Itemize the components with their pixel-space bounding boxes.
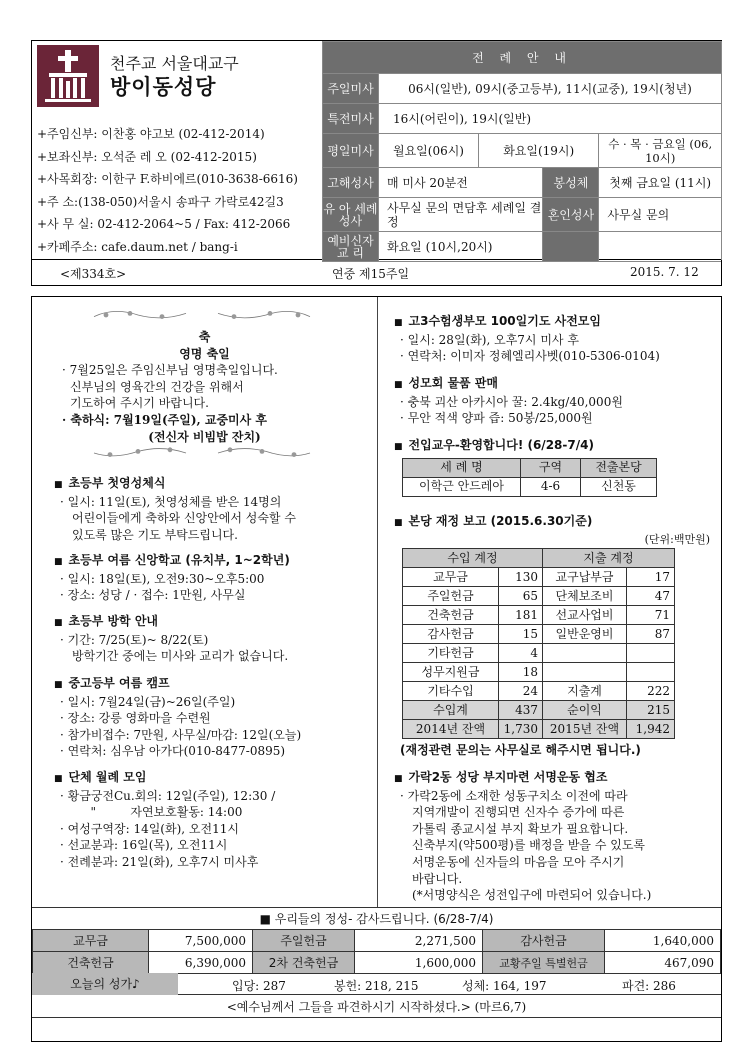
bullet-icon: ■ bbox=[54, 680, 63, 690]
exam-prayer-section bbox=[394, 313, 660, 365]
section-line: · 여성구역장: 14일(화), 오전11시 bbox=[60, 821, 239, 836]
section-line: · 무안 적색 양파 즙: 50봉/25,000원 bbox=[400, 411, 593, 426]
bullet-icon: ■ bbox=[394, 380, 403, 390]
thanks-table bbox=[32, 929, 721, 974]
section-line: · 황금궁전Cu.회의: 12일(주일), 12:30 / bbox=[60, 788, 276, 803]
vacation-section bbox=[54, 613, 288, 665]
issue-date: 2015. 7. 12 bbox=[630, 265, 699, 279]
table-header: 세 례 명 bbox=[403, 458, 521, 477]
section-line: · 전례분과: 21일(화), 오후7시 미사후 bbox=[60, 854, 259, 869]
table-cell: 기타헌금 bbox=[403, 644, 499, 663]
offering-label: 건축헌금 bbox=[33, 952, 149, 974]
section-title: 고3수험생부모 100일기도 사전모임 bbox=[408, 314, 601, 328]
table-row bbox=[403, 587, 675, 606]
table-cell: 기타수입 bbox=[403, 682, 499, 701]
item-sale-section bbox=[394, 375, 623, 427]
bullet-icon: ■ bbox=[394, 774, 403, 784]
table-header: 전출본당 bbox=[581, 458, 657, 477]
section-title: 중고등부 여름 캠프 bbox=[68, 676, 170, 690]
offering-amount: 6,390,000 bbox=[149, 952, 253, 974]
table-cell: 일반운영비 bbox=[543, 625, 627, 644]
table-row bbox=[33, 930, 721, 952]
weekday-tuesday: 화요일(19시) bbox=[479, 134, 599, 168]
table-cell: 감사헌금 bbox=[403, 625, 499, 644]
section-line: · 장소: 성당 / · 접수: 1만원, 사무실 bbox=[60, 588, 246, 603]
offering-amount: 467,090 bbox=[605, 952, 721, 974]
liturgy-schedule bbox=[322, 41, 722, 259]
table-cell: 4-6 bbox=[521, 477, 581, 496]
finance-note: (재정관련 문의는 사무실로 해주시면 됩니다.) bbox=[400, 743, 641, 758]
table-cell: 선교사업비 bbox=[543, 606, 627, 625]
liturgical-week: 연중 제15주일 bbox=[332, 267, 410, 281]
section-line: · 충북 괴산 아카시아 꿀: 2.4kg/40,000원 bbox=[400, 394, 623, 409]
section-line: 신축부지(약500평)를 배정을 받을 수 있도록 bbox=[412, 838, 645, 853]
table-row bbox=[403, 701, 675, 720]
sunday-mass-value: 06시(일반), 09시(중고등부), 11시(교중), 19시(청년) bbox=[379, 74, 722, 104]
section-line: · 기간: 7/25(토)~ 8/22(토) bbox=[60, 632, 209, 647]
table-row bbox=[403, 625, 675, 644]
infant-baptism-label: 유 아 세례성사 bbox=[323, 198, 379, 232]
feast-line: 신부님의 영육간의 건강을 위해서 bbox=[70, 379, 244, 394]
confession-value: 매 미사 20분전 bbox=[379, 168, 543, 198]
table-row bbox=[403, 606, 675, 625]
empty-cell bbox=[543, 232, 599, 262]
table-cell: 71 bbox=[627, 606, 675, 625]
table-cell bbox=[627, 644, 675, 663]
first-communion-section bbox=[54, 475, 296, 543]
petition-section bbox=[394, 769, 651, 904]
finance-section bbox=[394, 513, 714, 759]
offering-amount: 2,271,500 bbox=[355, 930, 483, 952]
liturgy-title: 전 례 안 내 bbox=[323, 42, 722, 74]
section-title: 초등부 여름 신앙학교 (유치부, 1~2학년) bbox=[68, 553, 290, 567]
offering-amount: 1,640,000 bbox=[605, 930, 721, 952]
net-value: 215 bbox=[627, 701, 675, 720]
sunday-mass-label: 주일미사 bbox=[323, 74, 379, 104]
monthly-meeting-section bbox=[54, 769, 275, 871]
special-mass-label: 특전미사 bbox=[323, 104, 379, 134]
feast-title: 축 bbox=[198, 330, 211, 344]
empty-cell bbox=[599, 232, 722, 262]
section-line: · 일시: 28일(화), 오후7시 미사 후 bbox=[400, 332, 579, 347]
church-logo bbox=[37, 45, 99, 107]
header bbox=[31, 40, 722, 260]
contact-line: +사목회장: 이한구 F.하비에르(010-3638-6616) bbox=[37, 172, 298, 186]
feast-subtitle: 영명 축일 bbox=[179, 346, 230, 361]
table-cell: 4 bbox=[499, 644, 543, 663]
weekday-mass-label: 평일미사 bbox=[323, 134, 379, 168]
table-cell: 지출계 bbox=[543, 682, 627, 701]
section-title: 초등부 첫영성체식 bbox=[68, 476, 166, 490]
table-cell: 교무금 bbox=[403, 568, 499, 587]
section-title: 단체 월례 모임 bbox=[68, 770, 147, 784]
table-cell bbox=[627, 663, 675, 682]
weekday-monday: 월요일(06시) bbox=[379, 134, 479, 168]
table-cell: 181 bbox=[499, 606, 543, 625]
church-name: 방이동성당 bbox=[110, 74, 217, 99]
feast-line: 기도하여 주시기 바랍니다. bbox=[70, 396, 209, 411]
offering-label: 2차 건축헌금 bbox=[253, 952, 355, 974]
marriage-label: 혼인성사 bbox=[543, 198, 599, 232]
offering-amount: 1,600,000 bbox=[355, 952, 483, 974]
section-line: " 자연보호활동: 14:00 bbox=[60, 805, 243, 820]
table-cell: 17 bbox=[627, 568, 675, 587]
feast-line: · 7월25일은 주임신부님 영명축일입니다. bbox=[62, 363, 278, 378]
bullet-icon: ■ bbox=[394, 318, 403, 328]
hymn-entrance: 입당: 287 bbox=[232, 979, 286, 993]
balance-2014: 1,730 bbox=[499, 720, 543, 739]
bullet-icon: ■ bbox=[54, 774, 63, 784]
section-title: 본당 재정 보고 (2015.6.30기준) bbox=[408, 514, 593, 528]
offering-label: 주일헌금 bbox=[253, 930, 355, 952]
income-total-label: 수입계 bbox=[403, 701, 499, 720]
contact-line: +카페주소: cafe.daum.net / bang-i bbox=[37, 239, 238, 254]
hymn-label: 오늘의 성가♪ bbox=[32, 973, 178, 995]
bible-school-section bbox=[54, 552, 290, 604]
bullet-icon: ■ bbox=[54, 480, 63, 490]
table-row bbox=[33, 952, 721, 974]
table-cell bbox=[543, 644, 627, 663]
section-line: 어린이들에게 축하와 신앙안에서 성숙할 수 bbox=[72, 511, 296, 526]
section-line: · 일시: 18일(토), 오전9:30~오후5:00 bbox=[60, 571, 265, 586]
table-row bbox=[403, 720, 675, 739]
bullet-icon: ■ bbox=[394, 518, 403, 528]
balance-2014-label: 2014년 잔액 bbox=[403, 720, 499, 739]
expense-header: 지출 계정 bbox=[543, 549, 675, 568]
income-header: 수입 계정 bbox=[403, 549, 543, 568]
income-total: 437 bbox=[499, 701, 543, 720]
finance-table bbox=[402, 548, 675, 739]
section-line: 바랍니다. bbox=[412, 871, 463, 886]
flower-ornament-icon bbox=[62, 445, 342, 461]
table-cell: 15 bbox=[499, 625, 543, 644]
section-title: 가락2동 성당 부지마련 서명운동 협조 bbox=[408, 770, 608, 784]
left-column bbox=[32, 297, 377, 907]
infant-baptism-value: 사무실 문의 면담후 세례일 결정 bbox=[379, 198, 543, 232]
issue-number: <제334호> bbox=[60, 267, 127, 281]
welcome-table bbox=[402, 458, 657, 497]
thanks-title: ■ 우리들의 정성- 감사드립니다. (6/28-7/4) bbox=[32, 907, 721, 929]
section-line: 가톨릭 종교시설 부지 확보가 필요합니다. bbox=[412, 821, 629, 836]
bulletin-body bbox=[31, 296, 722, 1042]
bullet-icon: ■ bbox=[54, 618, 63, 628]
feast-section bbox=[32, 329, 377, 445]
weekday-rest: 수 · 목 · 금요일 (06, 10시) bbox=[599, 134, 722, 168]
section-line: 있도록 많은 기도 부탁드립니다. bbox=[72, 527, 238, 542]
table-cell: 222 bbox=[627, 682, 675, 701]
table-cell bbox=[543, 663, 627, 682]
hymn-offertory: 봉헌: 218, 215 bbox=[334, 979, 419, 993]
table-cell: 24 bbox=[499, 682, 543, 701]
table-cell: 이학근 안드레아 bbox=[403, 477, 521, 496]
special-mass-value: 16시(어린이), 19시(일반) bbox=[379, 104, 722, 134]
offering-label: 교황주일 특별헌금 bbox=[483, 952, 605, 974]
section-title: 성모회 물품 판매 bbox=[408, 376, 499, 390]
section-line: · 일시: 11일(토), 첫영성체를 받은 14명의 bbox=[60, 494, 282, 509]
right-column bbox=[378, 297, 721, 907]
table-row bbox=[403, 477, 657, 496]
youth-camp-section bbox=[54, 675, 301, 760]
confession-label: 고해성사 bbox=[323, 168, 379, 198]
section-line: 방학기간 중에는 미사와 교리가 없습니다. bbox=[72, 649, 289, 664]
marriage-value: 사무실 문의 bbox=[599, 198, 722, 232]
church-info bbox=[32, 41, 322, 259]
gospel-verse: <예수님께서 그들을 파견하시기 시작하셨다.> (마르6,7) bbox=[32, 996, 721, 1018]
offering-label: 교무금 bbox=[33, 930, 149, 952]
bullet-icon: ■ bbox=[54, 557, 63, 567]
holy-communion-value: 첫째 금요일 (11시) bbox=[599, 168, 722, 198]
finance-unit: (단위:백만원) bbox=[644, 532, 710, 546]
section-line: · 참가비접수: 7만원, 사무실/마감: 12일(오늘) bbox=[60, 727, 302, 742]
contact-list bbox=[37, 123, 298, 258]
offering-label: 감사헌금 bbox=[483, 930, 605, 952]
holy-communion-label: 봉성체 bbox=[543, 168, 599, 198]
welcome-section bbox=[394, 437, 657, 497]
contact-line: +사 무 실: 02-412-2064~5 / Fax: 412-2066 bbox=[37, 217, 291, 231]
balance-2015: 1,942 bbox=[627, 720, 675, 739]
section-line: 지역개발이 진행되면 신자수 증가에 따른 bbox=[412, 805, 625, 820]
section-line: · 연락처: 이미자 정혜엘리사벳(010-5306-0104) bbox=[400, 349, 660, 364]
catechumen-label: 예비신자 교 리 bbox=[323, 232, 379, 262]
section-line: (*서명양식은 성전입구에 마련되어 있습니다.) bbox=[412, 888, 652, 903]
net-label: 순이익 bbox=[543, 701, 627, 720]
section-line: · 가락2동에 소재한 성동구치소 이전에 따라 bbox=[400, 788, 628, 803]
hymn-dismissal: 파견: 286 bbox=[622, 979, 676, 993]
offering-amount: 7,500,000 bbox=[149, 930, 253, 952]
table-row bbox=[403, 568, 675, 587]
flower-ornament-icon bbox=[62, 307, 342, 323]
section-line: · 일시: 7월24일(금)~26일(주일) bbox=[60, 694, 236, 709]
table-cell: 교구납부금 bbox=[543, 568, 627, 587]
table-cell: 130 bbox=[499, 568, 543, 587]
section-title: 전입교우-환영합니다! (6/28-7/4) bbox=[408, 438, 594, 452]
catechumen-value: 화요일 (10시,20시) bbox=[379, 232, 543, 262]
feast-party-detail: (전신자 비빔밥 잔치) bbox=[148, 429, 261, 444]
bullet-icon: ■ bbox=[394, 442, 403, 452]
section-line: · 선교분과: 16일(목), 오전11시 bbox=[60, 838, 228, 853]
feast-party: · 축하식: 7월19일(주일), 교중미사 후 bbox=[62, 412, 268, 427]
issue-bar bbox=[31, 260, 722, 286]
balance-2015-label: 2015년 잔액 bbox=[543, 720, 627, 739]
table-row bbox=[403, 682, 675, 701]
hymn-communion: 성체: 164, 197 bbox=[462, 979, 547, 993]
table-row bbox=[403, 663, 675, 682]
church-cross-icon bbox=[37, 45, 99, 107]
section-line: · 장소: 강릉 영화마을 수련원 bbox=[60, 711, 211, 726]
section-line: · 연락처: 심우남 아가다(010-8477-0895) bbox=[60, 744, 286, 759]
table-cell: 87 bbox=[627, 625, 675, 644]
contact-line: +보좌신부: 오석준 레 오 (02-412-2015) bbox=[37, 149, 257, 164]
table-cell: 65 bbox=[499, 587, 543, 606]
table-cell: 18 bbox=[499, 663, 543, 682]
section-title: 초등부 방학 안내 bbox=[68, 614, 159, 628]
section-line: 서명운동에 신자들의 마음을 모아 주시기 bbox=[412, 854, 625, 869]
table-cell: 신천동 bbox=[581, 477, 657, 496]
table-cell: 47 bbox=[627, 587, 675, 606]
table-row bbox=[403, 644, 675, 663]
table-header: 구역 bbox=[521, 458, 581, 477]
hymn-bar bbox=[32, 973, 721, 995]
table-cell: 건축헌금 bbox=[403, 606, 499, 625]
archdiocese-name: 천주교 서울대교구 bbox=[110, 54, 239, 73]
contact-line: +주임신부: 이찬홍 야고보 (02-412-2014) bbox=[37, 127, 265, 141]
table-cell: 주일헌금 bbox=[403, 587, 499, 606]
table-cell: 단체보조비 bbox=[543, 587, 627, 606]
table-cell: 성무지원금 bbox=[403, 663, 499, 682]
contact-line: +주 소:(138-050)서울시 송파구 가락로42길3 bbox=[37, 194, 284, 209]
